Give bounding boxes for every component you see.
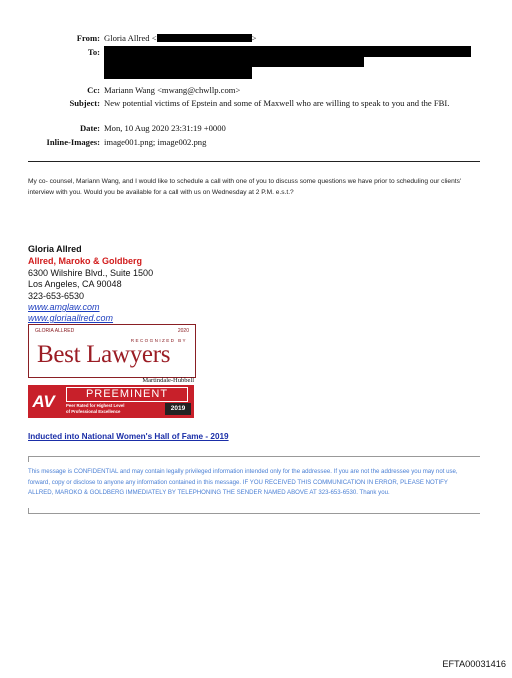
- av-peer-line-2: of Professional Excellence: [66, 408, 121, 414]
- to-label: To:: [87, 47, 100, 57]
- subject-label: Subject:: [69, 98, 100, 108]
- av-rating: PREEMINENT: [66, 387, 188, 402]
- av-logo-icon: AV: [32, 392, 55, 411]
- link-gloriaallred[interactable]: www.gloriaallred.com: [28, 313, 114, 323]
- av-peer-text: [66, 403, 164, 414]
- corner-mark: [28, 508, 34, 513]
- to-redaction-3: [104, 67, 252, 79]
- from-value: [104, 33, 474, 44]
- best-lawyers-name: GLORIA ALLRED: [35, 328, 75, 334]
- best-lawyers-top: [35, 328, 189, 334]
- corner-mark: [28, 457, 34, 462]
- best-lawyers-title: Best Lawyers: [37, 341, 171, 368]
- email-header: [0, 33, 512, 153]
- cc-value: Mariann Wang <mwang@chwllp.com>: [104, 85, 241, 95]
- cc-label: Cc:: [87, 85, 100, 95]
- av-peer-line-1: Peer Rated for Highest Level: [66, 403, 125, 408]
- date-label: Date:: [79, 123, 100, 133]
- from-end: >: [251, 33, 257, 43]
- subject-value: New potential victims of Epstein and some of Maxwell who are willing to speak to you and the FBI.: [104, 98, 450, 108]
- best-lawyers-year: 2020: [177, 328, 189, 334]
- to-redaction-1: [104, 46, 471, 57]
- document-id: EFTA00031416: [442, 659, 506, 669]
- av-year: 2019: [165, 403, 191, 415]
- signature-firm: Allred, Maroko & Goldberg: [28, 256, 143, 266]
- redaction-bar: [157, 34, 252, 42]
- av-preeminent-badge: [28, 385, 194, 418]
- to-redaction-2: [104, 57, 364, 67]
- signature-address-2: Los Angeles, CA 90048: [28, 279, 122, 289]
- header-divider: [28, 161, 480, 162]
- from-label: From:: [76, 33, 100, 43]
- inline-images-value: image001.png; image002.png: [104, 137, 207, 147]
- message-body: My co- counsel, Mariann Wang, and I would like to schedule a call with one of you to discuss some questions we have prior to scheduling our clients' interview with you. Would you be available for a call with us on Wednesday at 2 P.M. e.s.t.?: [28, 178, 462, 196]
- date-value: Mon, 10 Aug 2020 23:31:19 +0000: [104, 123, 226, 133]
- signature-address-1: 6300 Wilshire Blvd., Suite 1500: [28, 268, 154, 278]
- best-lawyers-badge: [28, 324, 196, 378]
- link-amglaw[interactable]: www.amglaw.com: [28, 302, 100, 312]
- best-lawyers-recognized: RECOGNIZED BY: [130, 338, 187, 343]
- signature-name: Gloria Allred: [28, 244, 82, 254]
- hall-of-fame-link[interactable]: Inducted into National Women's Hall of Fame - 2019: [28, 432, 229, 441]
- from-name: Gloria Allred <: [104, 33, 157, 43]
- confidentiality-notice: [28, 456, 480, 514]
- inline-images-label: Inline-Images:: [46, 137, 100, 147]
- confidentiality-text: This message is CONFIDENTIAL and may contain legally privileged information intended only for the addressee. If you are not the addressee you may not use, forward, copy or disclose to anyone any information contained in this message. IF YOU RECEIVED THIS COMMUNICATION IN ERROR, PLEASE NOTIFY ALLRED, MAROKO & GOLDBERG IMMEDIATELY BY TELEPHONING THE SENDER NAMED ABOVE AT 323-653-6530. Thank you.: [28, 468, 458, 497]
- martindale-brand: Martindale-Hubbell: [142, 377, 194, 384]
- signature-phone: 323-653-6530: [28, 291, 85, 301]
